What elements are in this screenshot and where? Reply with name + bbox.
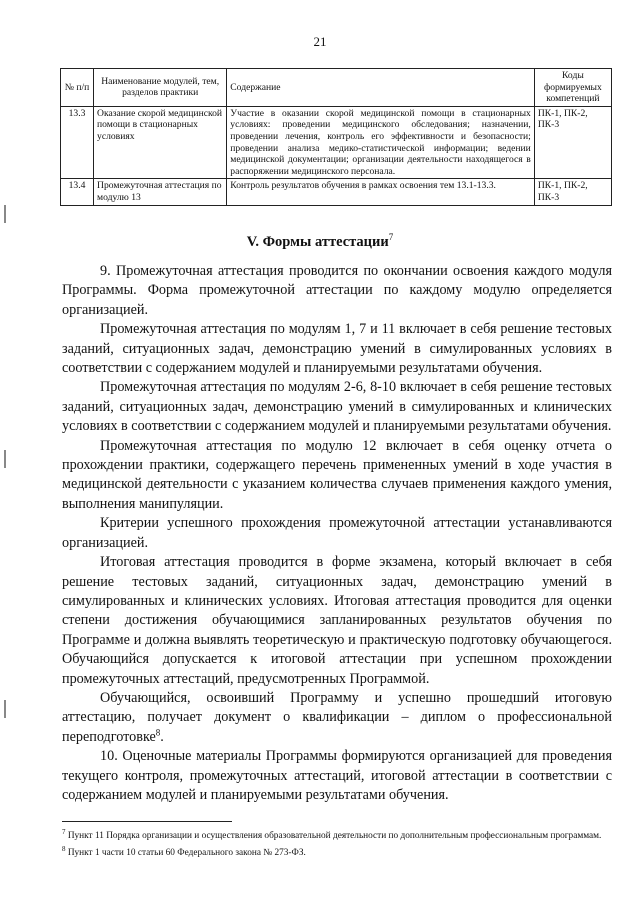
- paragraph-text: Обучающийся, освоивший Программу и успешно прошедший итоговую аттестацию, получает документ о квалификации – диплом о профессиональной переподготовке: [62, 689, 612, 745]
- paragraph: 10. Оценочные материалы Программы формируются организацией для проведения текущего контроля, промежуточных аттестаций, итоговой аттестации в соответствии с содержанием модулей и планируемыми результатами обучения.: [62, 748, 612, 803]
- paragraph: Итоговая аттестация проводится в форме экзамена, который включает в себя решение тестовых заданий, ситуационных задач, демонстрацию умений в симулированных и клинических условиях. Итоговая аттестация проводится для оценки степени достижения обучающимися запланированных результатов обучения по Программе и должна выявлять теоретическую и практическую подготовку обучающегося. Обучающийся допускается к итоговой аттестации при успешном прохождении промежуточных аттестаций, предусмотренных Программой.: [62, 554, 612, 687]
- table-header-row: [61, 69, 612, 107]
- body-text: [62, 262, 612, 805]
- row-competence-codes: ПК-1, ПК-2, ПК-3: [534, 179, 611, 205]
- footnote-mark: 8: [62, 844, 66, 853]
- header-competence-codes: Коды формируемых компетенций: [534, 69, 611, 107]
- header-module-name: Наименование модулей, тем, разделов практики: [94, 69, 227, 107]
- paragraph-end: .: [160, 728, 164, 745]
- row-content: Участие в оказании скорой медицинской помощи в стационарных условиях: проведении медицинского обследования; назначении, проведении лечения, контроль его эффективности и безопасности; проведении анализа медико-статистической информации; ведении медицинской документации; организации деятельности находящегося в распоряжении медицинского персонала.: [227, 106, 535, 179]
- page-number: 21: [313, 34, 327, 49]
- scan-margin-mark: [4, 700, 6, 718]
- footnotes: [62, 826, 612, 859]
- paragraph: Критерии успешного прохождения промежуточной аттестации устанавливаются организацией.: [62, 515, 612, 551]
- paragraph: Промежуточная аттестация по модулям 1, 7 и 11 включает в себя решение тестовых заданий, ситуационных задач, демонстрацию умений в симулированных условиях в соответствии с содержанием модулей и планируемыми результатами обучения.: [62, 321, 612, 377]
- row-competence-codes: ПК-1, ПК-2, ПК-3: [534, 106, 611, 179]
- table-row: [61, 179, 612, 205]
- row-content: Контроль результатов обучения в рамках освоения тем 13.1-13.3.: [227, 179, 535, 205]
- row-module-name: Оказание скорой медицинской помощи в стационарных условиях: [94, 106, 227, 179]
- practice-table: [60, 68, 612, 206]
- footnote-divider: [62, 821, 232, 822]
- table-row: [61, 106, 612, 179]
- footnote: [62, 826, 612, 843]
- header-content: Содержание: [227, 69, 535, 107]
- footnote: [62, 843, 612, 860]
- section-heading-text: V. Формы аттестации: [246, 233, 389, 250]
- row-number: 13.4: [61, 179, 94, 205]
- paragraph: Промежуточная аттестация по модулям 2-6, 8-10 включает в себя решение тестовых заданий, ситуационных задач, демонстрацию умений в симулированных и клинических условиях в соответствии с содержанием модулей и планируемыми результатами обучения.: [62, 379, 612, 435]
- row-module-name: Промежуточная аттестация по модулю 13: [94, 179, 227, 205]
- row-number: 13.3: [61, 106, 94, 179]
- footnote-text: Пункт 11 Порядка организации и осуществления образовательной деятельности по дополнительным профессиональным программам.: [65, 831, 602, 842]
- footnote-ref: 7: [388, 232, 394, 242]
- section-heading: [0, 232, 640, 251]
- paragraph: 9. Промежуточная аттестация проводится по окончании освоения каждого модуля Программы. Форма промежуточной аттестации по каждому модулю определяется организацией.: [62, 263, 612, 318]
- header-number: № п/п: [61, 69, 94, 107]
- paragraph: [62, 689, 612, 747]
- scan-margin-mark: [4, 205, 6, 223]
- paragraph: Промежуточная аттестация по модулю 12 включает в себя оценку отчета о прохождении практики, содержащего перечень примененных умений в ходе участия в медицинской деятельности с указанием количества случаев применения каждого умения, выполнения манипуляции.: [62, 437, 612, 512]
- scan-margin-mark: [4, 450, 6, 468]
- footnote-text: Пункт 1 части 10 статьи 60 Федерального закона № 273-ФЗ.: [65, 847, 306, 858]
- footnote-ref: 8: [155, 727, 161, 738]
- footnote-mark: 7: [62, 828, 66, 836]
